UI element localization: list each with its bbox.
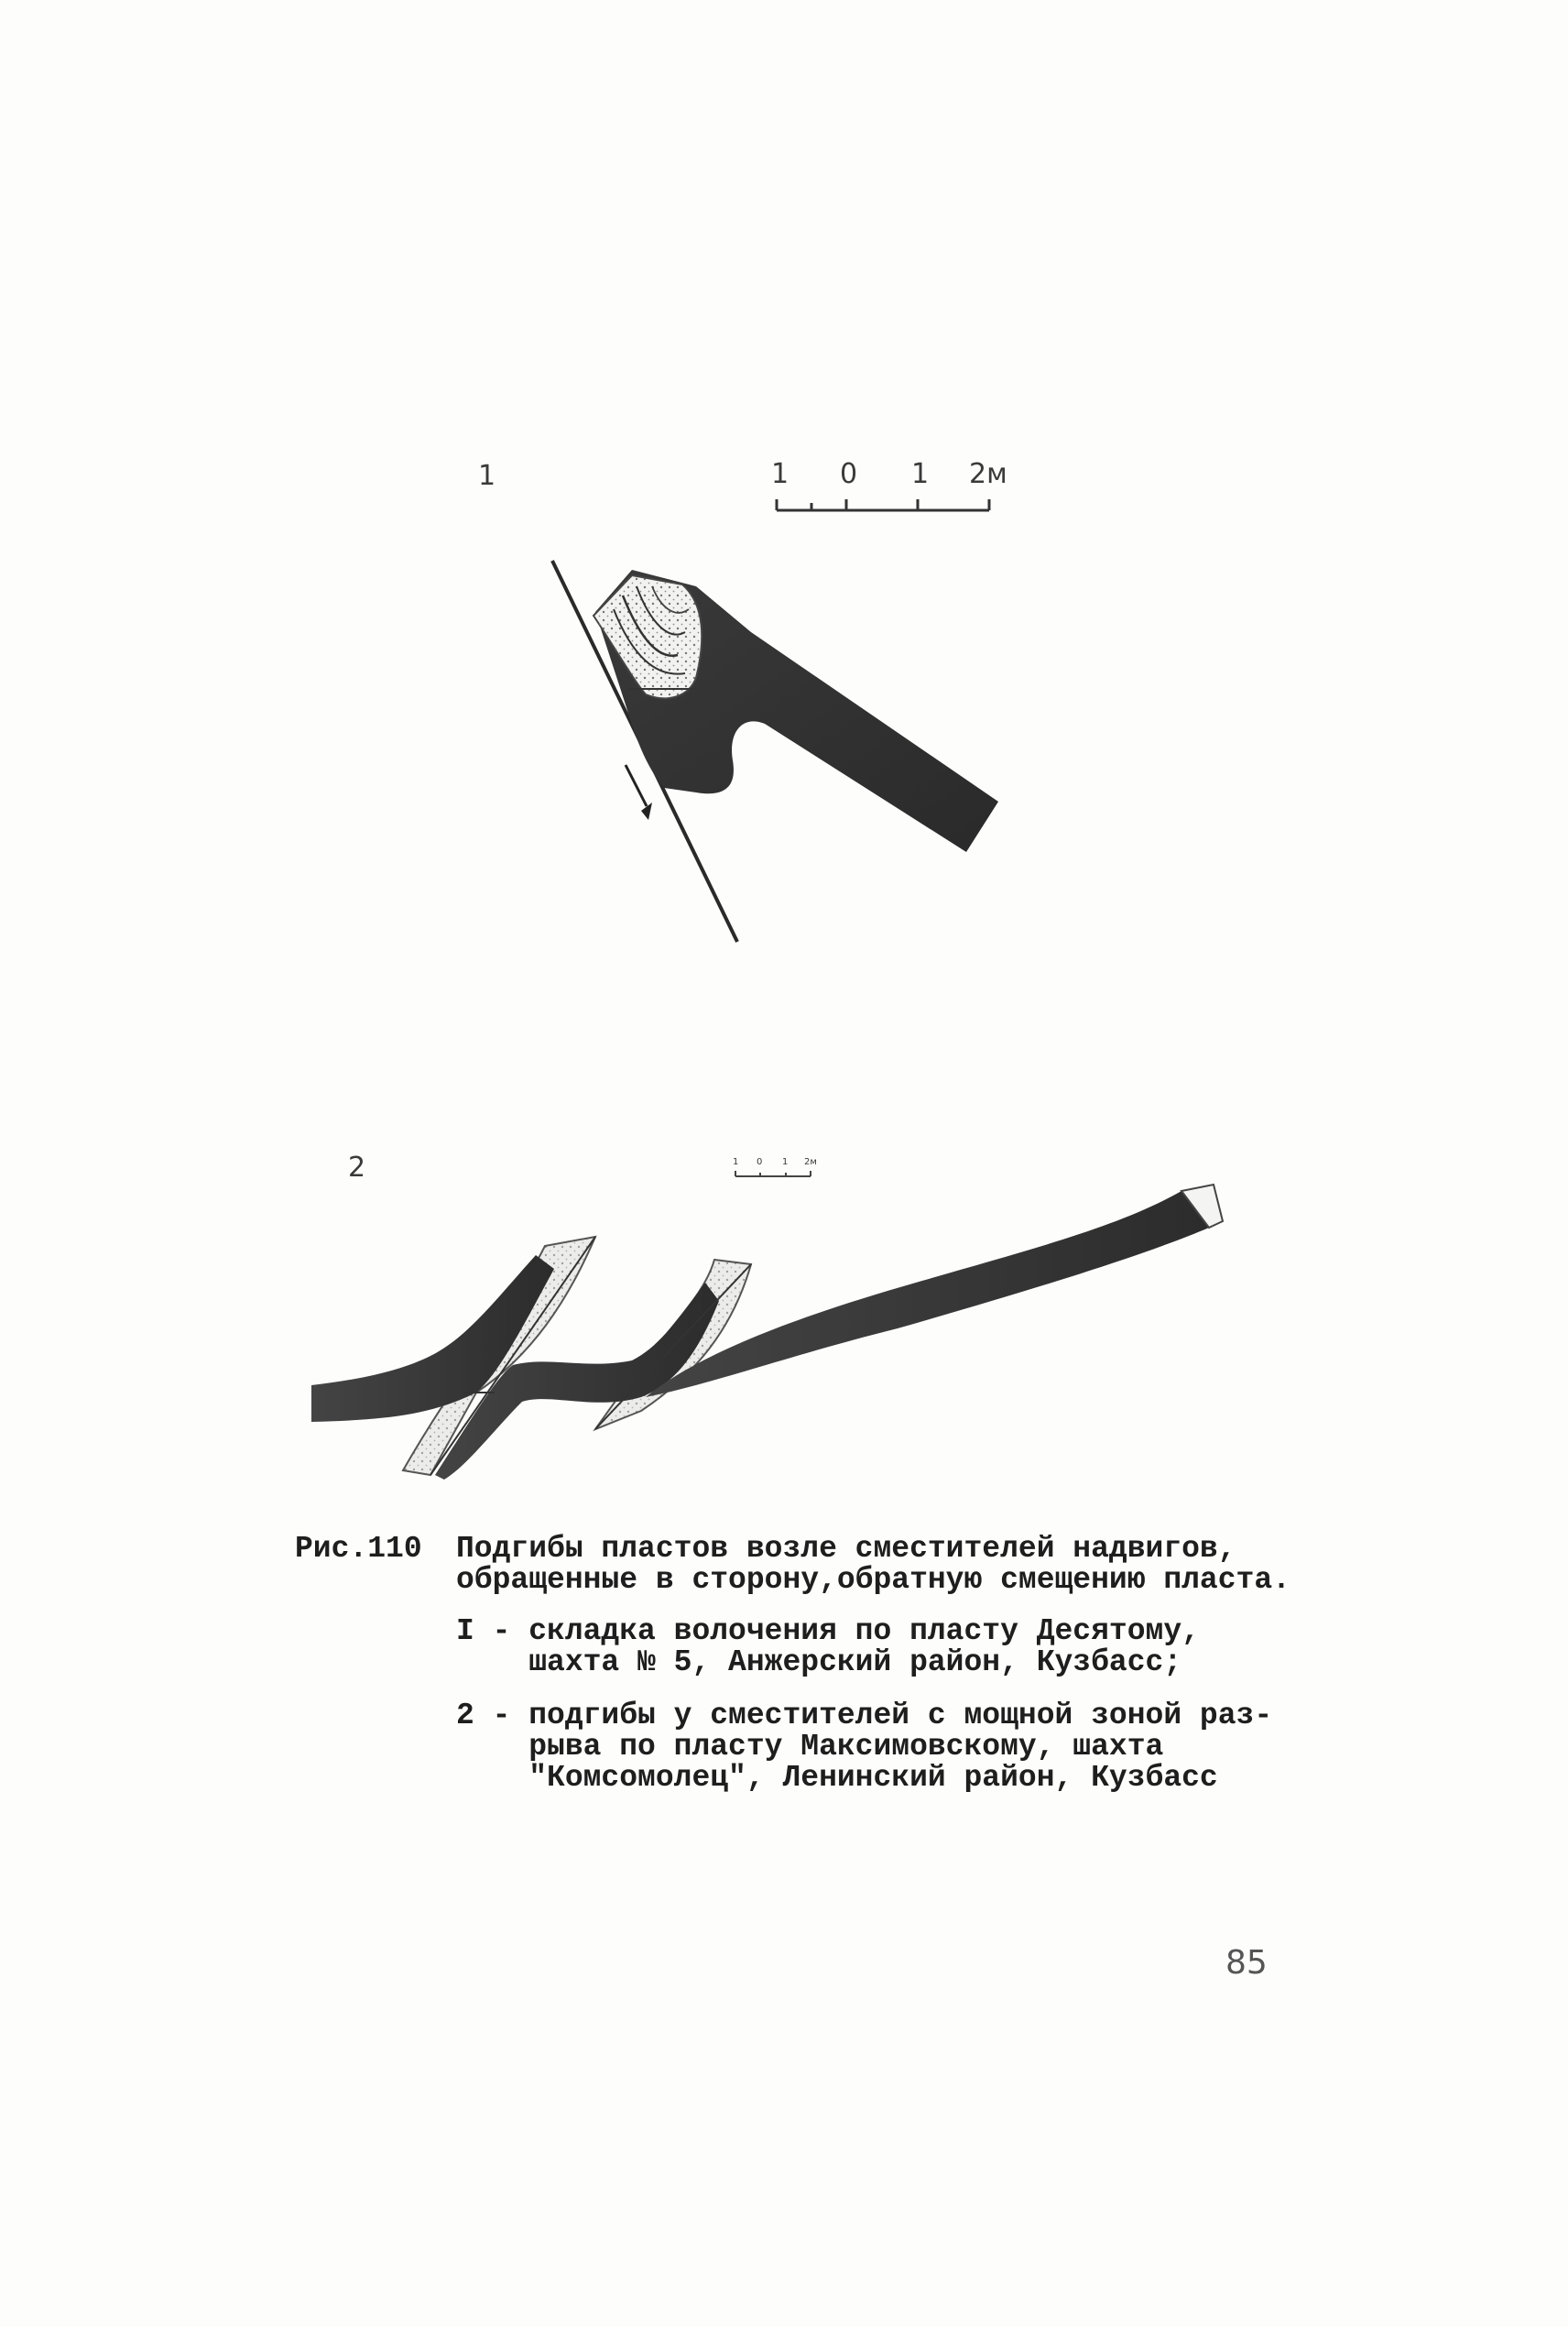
figure2-scale-line (735, 1171, 811, 1176)
figure1-scale-tick-label: 1 (911, 458, 930, 490)
page-number: 85 (1225, 1944, 1268, 1982)
figure1-scale-line (777, 499, 989, 510)
figure1-fold (552, 561, 998, 942)
caption-title-line: Подгибы пластов возле сместителей надвигов, (456, 1532, 1236, 1566)
caption-item-1: I - складка волочения по пласту Десятому, (456, 1614, 1200, 1648)
caption-title-line: обращенные в сторону,обратную смещению пласта. (456, 1563, 1290, 1597)
figure2-section (311, 1185, 1223, 1480)
figure2-scale-tick-label: 2м (804, 1157, 817, 1167)
caption-item-2: "Комсомолец", Ленинский район, Кузбасс (456, 1761, 1218, 1795)
figure2-label: 2 (348, 1152, 366, 1184)
caption-item-2: 2 - подгибы у сместителей с мощной зоной раз- (456, 1699, 1273, 1732)
figure-number: Рис.110 (295, 1532, 422, 1566)
figure1-scale-tick-label: 2м (969, 458, 1007, 490)
figure2-scale-tick-label: 1 (782, 1157, 789, 1167)
figure2-scale-tick-label: 1 (733, 1157, 739, 1167)
figure1-scale-tick-label: 1 (771, 458, 789, 490)
figure1-label: 1 (478, 460, 496, 492)
caption-item-2: рыва по пласту Максимовскому, шахта (456, 1730, 1164, 1764)
caption-item-1: шахта № 5, Анжерский район, Кузбасс; (456, 1645, 1182, 1679)
figure2-scale-tick-label: 0 (757, 1157, 763, 1167)
figure1-scale-tick-label: 0 (840, 458, 858, 490)
